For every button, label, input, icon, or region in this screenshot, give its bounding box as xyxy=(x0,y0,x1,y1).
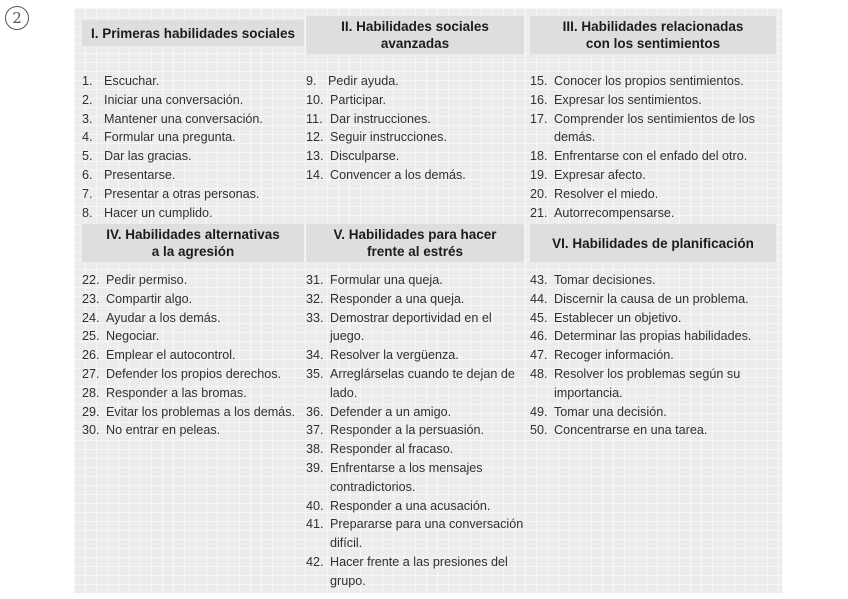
skill-number: 20. xyxy=(530,186,548,201)
skill-text: Responder al fracaso. xyxy=(330,442,454,457)
skill-text: Tomar decisiones. xyxy=(554,273,656,287)
skill-item xyxy=(306,271,524,290)
skill-item xyxy=(306,72,524,91)
skill-item xyxy=(306,309,524,347)
skill-number: 32. xyxy=(306,291,324,306)
skill-number: 4. xyxy=(82,130,93,145)
skill-text: Arreglárselas cuando te dejan de lado. xyxy=(330,366,515,400)
skill-text: Convencer a los demás. xyxy=(330,167,466,182)
skill-item xyxy=(82,271,304,290)
corner-mark-digit: 2 xyxy=(12,9,22,27)
skill-text: Concentrarse en una tarea. xyxy=(554,423,708,438)
skill-text: Establecer un objetivo. xyxy=(554,310,682,325)
skill-item xyxy=(306,515,524,553)
skill-number: 12. xyxy=(306,130,324,145)
skill-text: Participar. xyxy=(330,92,386,107)
skill-number: 22. xyxy=(82,273,100,287)
skill-number: 40. xyxy=(306,498,324,513)
skill-text: Responder a una acusación. xyxy=(330,498,491,513)
skill-number: 50. xyxy=(530,423,548,438)
skill-text: No entrar en peleas. xyxy=(106,423,221,438)
skill-item xyxy=(306,365,524,403)
section-heading xyxy=(530,16,776,54)
skill-item xyxy=(82,384,304,403)
skill-number: 27. xyxy=(82,366,100,381)
skill-number: 9. xyxy=(306,74,317,88)
skill-item xyxy=(306,403,524,422)
skill-item xyxy=(530,91,776,110)
skill-number: 3. xyxy=(82,111,93,126)
section-heading xyxy=(82,20,304,46)
skill-text: Iniciar una conversación. xyxy=(104,92,244,107)
skill-number: 44. xyxy=(530,291,548,306)
skill-item xyxy=(306,497,524,516)
skill-item xyxy=(306,128,524,147)
skill-text: Responder a una queja. xyxy=(330,291,465,306)
skill-item xyxy=(82,290,304,309)
social-skills-table xyxy=(74,8,782,593)
skill-text: Autorrecompensarse. xyxy=(554,205,675,220)
skill-number: 1. xyxy=(82,74,93,88)
skill-item xyxy=(82,185,304,204)
skill-item xyxy=(530,72,776,91)
skill-number: 34. xyxy=(306,348,324,363)
skill-text: Negociar. xyxy=(106,329,160,344)
skill-list xyxy=(306,271,524,591)
skill-item xyxy=(306,290,524,309)
skill-text: Presentar a otras personas. xyxy=(104,186,260,201)
skill-number: 24. xyxy=(82,310,100,325)
skill-text: Expresar los sentimientos. xyxy=(554,92,702,107)
heading-line: II. Habilidades sociales xyxy=(341,19,489,34)
skill-text: Expresar afecto. xyxy=(554,167,646,182)
section-heading xyxy=(306,16,524,54)
skill-text: Dar las gracias. xyxy=(104,149,192,164)
skill-list xyxy=(82,72,304,222)
skill-number: 26. xyxy=(82,348,100,363)
skill-item xyxy=(530,185,776,204)
skill-text: Comprender los sentimientos de los demás. xyxy=(554,111,755,145)
heading-line: avanzadas xyxy=(380,36,450,51)
skill-number: 10. xyxy=(306,92,324,107)
skill-number: 8. xyxy=(82,205,93,220)
skill-text: Determinar las propias habilidades. xyxy=(554,329,752,344)
skill-text: Seguir instrucciones. xyxy=(330,130,447,145)
skill-number: 19. xyxy=(530,167,548,182)
skill-text: Resolver el miedo. xyxy=(554,186,659,201)
skill-number: 6. xyxy=(82,167,93,182)
heading-line: IV. Habilidades alternativas xyxy=(106,227,280,242)
skill-number: 14. xyxy=(306,167,324,182)
skill-text: Resolver la vergüenza. xyxy=(330,348,459,363)
skill-number: 35. xyxy=(306,366,324,381)
skill-item xyxy=(530,346,776,365)
skill-text: Pedir permiso. xyxy=(106,273,188,287)
skill-item xyxy=(306,440,524,459)
skill-item xyxy=(530,290,776,309)
skill-number: 2. xyxy=(82,92,93,107)
skill-number: 15. xyxy=(530,74,548,88)
skill-number: 28. xyxy=(82,385,100,400)
skill-number: 46. xyxy=(530,329,548,344)
skill-text: Formular una pregunta. xyxy=(104,130,236,145)
skill-item xyxy=(82,166,304,185)
skill-number: 7. xyxy=(82,186,93,201)
skill-item xyxy=(530,365,776,403)
heading-line: a la agresión xyxy=(151,244,235,259)
skill-text: Compartir algo. xyxy=(106,291,193,306)
skill-number: 43. xyxy=(530,273,548,287)
skill-text: Evitar los problemas a los demás. xyxy=(106,404,295,419)
skill-text: Ayudar a los demás. xyxy=(106,310,221,325)
heading-line: I. Primeras habilidades sociales xyxy=(90,25,296,41)
skill-item xyxy=(306,459,524,497)
skill-number: 36. xyxy=(306,404,324,419)
skill-number: 25. xyxy=(82,329,100,344)
skill-number: 31. xyxy=(306,273,324,287)
skill-item xyxy=(530,147,776,166)
skill-number: 17. xyxy=(530,111,548,126)
handwritten-circled-number xyxy=(3,4,31,32)
section-heading xyxy=(82,224,304,262)
skill-number: 37. xyxy=(306,423,324,438)
skill-text: Conocer los propios sentimientos. xyxy=(554,74,744,88)
skill-number: 29. xyxy=(82,404,100,419)
skill-item xyxy=(530,110,776,148)
skill-number: 48. xyxy=(530,366,548,381)
skill-number: 45. xyxy=(530,310,548,325)
skill-item xyxy=(82,147,304,166)
skill-text: Defender los propios derechos. xyxy=(106,366,282,381)
heading-line: VI. Habilidades de planificación xyxy=(552,235,754,251)
skill-item xyxy=(530,403,776,422)
skill-item xyxy=(530,421,776,440)
skill-text: Discernir la causa de un problema. xyxy=(554,291,749,306)
skill-number: 21. xyxy=(530,205,548,220)
skill-text: Responder a la persuasión. xyxy=(330,423,485,438)
skill-number: 41. xyxy=(306,517,324,532)
section-heading xyxy=(306,224,524,262)
skill-item xyxy=(82,346,304,365)
skill-number: 5. xyxy=(82,149,93,164)
skill-text: Dar instrucciones. xyxy=(330,111,431,126)
skill-text: Enfrentarse a los mensajes contradictorios. xyxy=(330,460,483,494)
skill-item xyxy=(82,309,304,328)
section-heading xyxy=(530,224,776,262)
skill-text: Formular una queja. xyxy=(330,273,443,287)
skill-item xyxy=(530,327,776,346)
skill-text: Prepararse para una conversación difícil. xyxy=(330,517,524,551)
skill-item xyxy=(306,147,524,166)
skill-item xyxy=(306,91,524,110)
skill-list xyxy=(530,72,776,222)
skill-list xyxy=(530,271,776,440)
skill-list xyxy=(306,72,524,185)
skill-number: 33. xyxy=(306,310,324,325)
skill-text: Presentarse. xyxy=(104,167,176,182)
skill-text: Enfrentarse con el enfado del otro. xyxy=(554,149,748,164)
skill-item xyxy=(82,128,304,147)
skill-text: Hacer frente a las presiones del grupo. xyxy=(330,554,508,588)
skill-number: 11. xyxy=(306,111,323,126)
skill-item xyxy=(82,403,304,422)
skill-item xyxy=(306,421,524,440)
skill-item xyxy=(82,72,304,91)
skill-text: Disculparse. xyxy=(330,149,400,164)
heading-line: con los sentimientos xyxy=(585,36,721,51)
skill-text: Emplear el autocontrol. xyxy=(106,348,236,363)
skill-item xyxy=(82,365,304,384)
skill-text: Mantener una conversación. xyxy=(104,111,263,126)
skill-item xyxy=(306,346,524,365)
skill-list xyxy=(82,271,304,440)
skill-number: 38. xyxy=(306,442,324,457)
skill-text: Tomar una decisión. xyxy=(554,404,667,419)
skill-text: Recoger información. xyxy=(554,348,674,363)
skill-number: 16. xyxy=(530,92,548,107)
skill-item xyxy=(82,204,304,223)
skill-number: 42. xyxy=(306,554,324,569)
skill-text: Responder a las bromas. xyxy=(106,385,247,400)
skill-item xyxy=(306,553,524,591)
skill-number: 47. xyxy=(530,348,548,363)
skill-item xyxy=(530,309,776,328)
skill-item xyxy=(530,166,776,185)
skill-text: Defender a un amigo. xyxy=(330,404,452,419)
skill-number: 18. xyxy=(530,149,548,164)
skill-item xyxy=(306,166,524,185)
skill-number: 13. xyxy=(306,149,324,164)
skill-item xyxy=(530,271,776,290)
skill-text: Resolver los problemas según su importancia. xyxy=(554,366,741,400)
skill-item xyxy=(82,421,304,440)
skill-number: 30. xyxy=(82,423,100,438)
skill-number: 23. xyxy=(82,291,100,306)
skill-item xyxy=(82,91,304,110)
skill-text: Pedir ayuda. xyxy=(328,74,399,88)
skill-number: 39. xyxy=(306,460,324,475)
skill-text: Hacer un cumplido. xyxy=(104,205,213,220)
skill-item xyxy=(530,204,776,223)
skill-item xyxy=(82,110,304,129)
skill-item xyxy=(306,110,524,129)
skill-text: Demostrar deportividad en el juego. xyxy=(330,310,492,344)
skill-number: 49. xyxy=(530,404,548,419)
heading-line: frente al estrés xyxy=(366,244,464,259)
skill-text: Escuchar. xyxy=(104,74,160,88)
heading-line: V. Habilidades para hacer xyxy=(333,227,497,242)
skill-item xyxy=(82,327,304,346)
heading-line: III. Habilidades relacionadas xyxy=(562,19,744,34)
